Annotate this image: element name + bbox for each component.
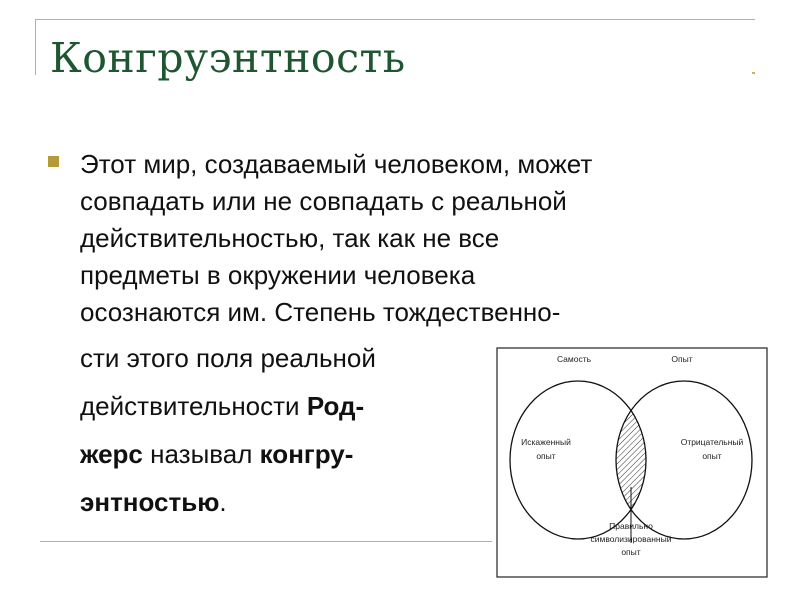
bullet-square xyxy=(48,156,59,167)
para-line: действительностью, так как не все xyxy=(80,223,500,253)
label-denied-2: опыт xyxy=(702,451,722,461)
top-rule-horizontal xyxy=(35,19,755,20)
label-distorted-2: опыт xyxy=(536,451,556,461)
bottom-rule xyxy=(40,541,492,542)
paragraph-text xyxy=(80,146,760,331)
plain-text: . xyxy=(219,487,227,517)
label-congruent-1: Правильно xyxy=(609,521,653,531)
plain-text: действительности xyxy=(80,391,307,421)
label-distorted-1: Искаженный xyxy=(521,437,571,447)
paragraph-continuation xyxy=(80,334,376,526)
para-line: предметы в окружении человека xyxy=(80,260,476,290)
para-line xyxy=(80,382,376,430)
label-congruent-2: символизированный xyxy=(590,534,672,544)
bold-text: конгру- xyxy=(259,439,354,469)
label-self: Самость xyxy=(556,354,592,364)
label-congruent-3: опыт xyxy=(621,547,641,557)
slide-title: Конгруэнтность xyxy=(50,34,406,82)
para-line: сти этого поля реальной xyxy=(80,343,376,373)
para-line: Этот мир, создаваемый человеком, может xyxy=(80,149,593,179)
para-line: совпадать или не совпадать с реальной xyxy=(80,186,567,216)
bold-text: жерс xyxy=(80,439,143,469)
plain-text: называл xyxy=(142,439,260,469)
label-denied-1: Отрицательный xyxy=(680,437,744,447)
bold-text: Род- xyxy=(306,391,365,421)
venn-diagram xyxy=(496,347,768,579)
top-right-mark xyxy=(752,72,755,74)
bold-text: энтностью xyxy=(80,487,220,517)
label-experience: Опыт xyxy=(671,354,693,364)
top-rule-vertical xyxy=(35,19,36,75)
para-line: осознаются им. Степень тождественно- xyxy=(80,297,561,327)
para-line xyxy=(80,478,376,526)
para-line xyxy=(80,430,376,478)
